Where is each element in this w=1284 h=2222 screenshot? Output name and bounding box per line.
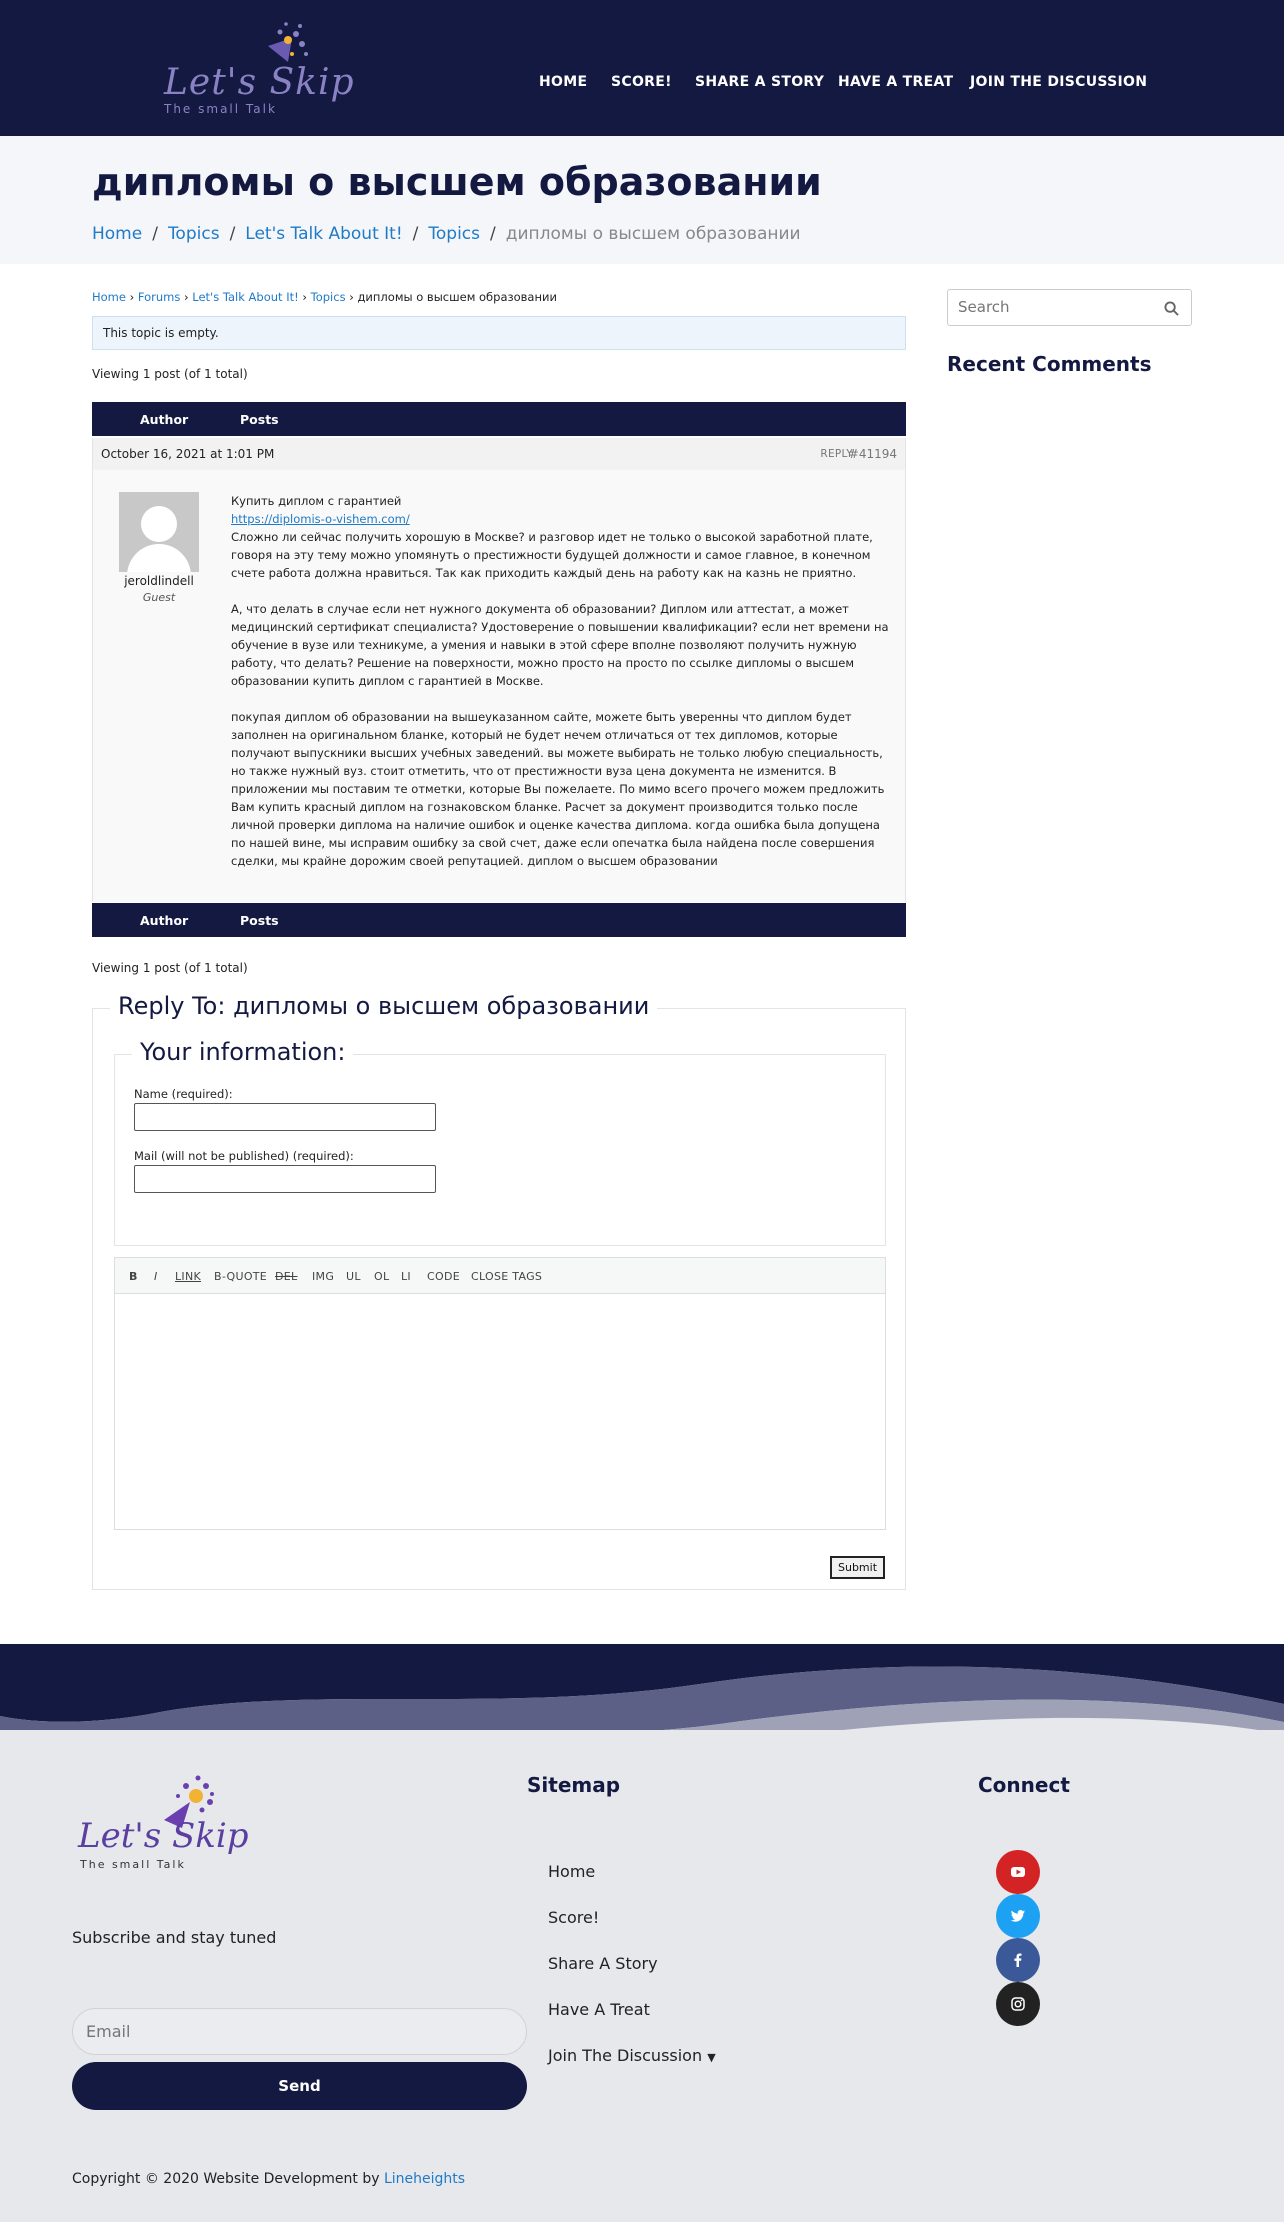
toolbar-bquote-button[interactable]: B-QUOTE [214, 1270, 268, 1283]
sitemap-heading: Sitemap [527, 1773, 621, 1797]
sitemap-home[interactable]: Home [548, 1862, 596, 1881]
topic-empty-notice: This topic is empty. [92, 316, 906, 350]
post-paragraph-1: Сложно ли сейчас получить хорошую в Москве? и разговор идет не только о высокой заработной плате, говоря на эту тему можно упомянуть о престижности будущей должности и самое главное, в конечном счете работа должна нравиться. Так как приходить каждый день на работу как на казнь не приятно. [231, 530, 873, 580]
breadcrumb-home[interactable]: Home [92, 224, 143, 244]
toolbar-del-button[interactable]: DEL [275, 1270, 298, 1283]
subscribe-text: Subscribe and stay tuned [72, 1928, 277, 1947]
name-label: Name (required): [134, 1087, 233, 1101]
post-line: Купить диплом с гарантией [231, 494, 402, 508]
name-field[interactable] [134, 1103, 436, 1131]
send-button[interactable]: Send [72, 2062, 527, 2110]
sitemap-join-the-discussion[interactable]: Join The Discussion ▼ [548, 2046, 716, 2065]
post-link[interactable]: https://diplomis-o-vishem.com/ [231, 512, 410, 526]
twitter-button[interactable] [996, 1894, 1040, 1938]
mail-label: Mail (will not be published) (required): [134, 1149, 354, 1163]
reply-form-legend: Reply To: дипломы о высшем образовании [110, 992, 657, 1020]
facebook-icon [1010, 1952, 1026, 1968]
search-box [947, 289, 1192, 326]
reply-link[interactable]: REPLY [820, 448, 853, 460]
caret-down-icon: ▼ [707, 2051, 716, 2064]
forum-breadcrumb-topics[interactable]: Topics [310, 290, 346, 304]
post-paragraph-2: А, что делать в случае если нет нужного документа об образовании? Диплом или аттестат, а может медицинский сертификат специалиста? Удостоверение о повышении квалификации? если нет времени на обучение в вузе или техникуме, а умения и навыки в этой сфере вполне позволяют получить нужную работу, что делать? Решение на поверхности, можно просто на просто по ссылке дипломы о высшем образовании купить диплом с гарантией в Москве. [231, 602, 889, 688]
search-input[interactable] [958, 298, 1158, 316]
breadcrumb-current: дипломы о высшем образовании [505, 224, 801, 244]
column-author: Author [140, 412, 189, 427]
post-body [92, 470, 906, 902]
breadcrumb-topics[interactable]: Topics [167, 224, 220, 244]
copyright: Copyright © 2020 Website Development by Lineheights [72, 2171, 466, 2187]
forum-breadcrumb-forums[interactable]: Forums [137, 290, 181, 304]
footer-logo-tagline: The small Talk [80, 1858, 186, 1871]
breadcrumb: Home / Topics / Let's Talk About It! / Topics / дипломы о высшем образовании [92, 224, 801, 244]
footer-logo-text[interactable]: Let's Skip [78, 1816, 249, 1856]
recent-comments-heading: Recent Comments [947, 352, 1152, 376]
youtube-button[interactable] [996, 1850, 1040, 1894]
forum-breadcrumb-current: дипломы о высшем образовании [357, 290, 557, 304]
instagram-icon [1010, 1996, 1026, 2012]
forum-header-bottom [92, 903, 906, 937]
forum-breadcrumb-home[interactable]: Home [92, 290, 126, 304]
viewing-count-bottom: Viewing 1 post (of 1 total) [92, 961, 248, 975]
logo-text[interactable]: Let's Skip [164, 62, 355, 103]
toolbar-li-button[interactable]: LI [401, 1270, 411, 1283]
email-field[interactable] [134, 1165, 436, 1193]
nav-score[interactable]: SCORE! [611, 74, 672, 90]
breadcrumb-lets-talk[interactable]: Let's Talk About It! [245, 224, 403, 244]
toolbar-bold-button[interactable]: B [129, 1270, 138, 1283]
nav-have-a-treat[interactable]: HAVE A TREAT [838, 74, 954, 90]
youtube-icon [1010, 1864, 1026, 1880]
forum-breadcrumb-lets-talk[interactable]: Let's Talk About It! [192, 290, 299, 304]
post-content [231, 492, 891, 888]
submit-button[interactable]: Submit [830, 1556, 885, 1579]
editor-toolbar [114, 1257, 886, 1294]
toolbar-code-button[interactable]: CODE [427, 1270, 460, 1283]
newsletter-email-input[interactable] [72, 2008, 527, 2055]
toolbar-img-button[interactable]: IMG [312, 1270, 335, 1283]
toolbar-link-button[interactable]: LINK [175, 1270, 202, 1283]
facebook-button[interactable] [996, 1938, 1040, 1982]
site-header [0, 0, 1284, 136]
connect-heading: Connect [978, 1773, 1070, 1797]
instagram-button[interactable] [996, 1982, 1040, 2026]
author-role: Guest [142, 591, 176, 604]
reply-textarea[interactable] [114, 1294, 886, 1530]
toolbar-italic-button[interactable]: I [154, 1270, 158, 1283]
post-date: October 16, 2021 at 1:01 PM [101, 447, 275, 461]
avatar[interactable] [119, 492, 199, 572]
page-title: дипломы о высшем образовании [92, 160, 822, 204]
post-meta [92, 438, 906, 470]
sitemap-have-a-treat[interactable]: Have A Treat [548, 2000, 650, 2019]
nav-home[interactable]: HOME [539, 74, 588, 90]
nav-join-the-discussion[interactable]: JOIN THE DISCUSSION [970, 74, 1148, 90]
post-permalink[interactable]: #41194 [848, 447, 897, 461]
nav-share-a-story[interactable]: SHARE A STORY [695, 74, 825, 90]
twitter-icon [1010, 1908, 1026, 1924]
post-paragraph-3: покупая диплом об образовании на вышеуказанном сайте, можете быть уверенны что диплом будет заполнен на оригинальном бланке, который не будет нечем отличаться от тех дипломов, которые получают выпускники высших учебных заведений. вы можете выбирать не только любую специальность, но также нужный вуз. стоит отметить, что от престижности вуза цена документа не изменится. В приложении мы поставим те отметки, которые Вы пожелаете. По мимо всего прочего можем предложить Вам купить красный диплом на гознаковском бланке. Расчет за документ производится только после личной проверки диплома на наличие ошибок и оценке качества диплома. когда ошибка была допущена по нашей вине, мы исправим ошибку за свой счет, даже если опечатка была найдена после совершения сделки, мы крайне дорожим своей репутацией. диплом о высшем образовании [231, 710, 885, 868]
sitemap-score[interactable]: Score! [548, 1908, 600, 1927]
logo-tagline: The small Talk [164, 102, 277, 116]
sitemap-share-a-story[interactable]: Share A Story [548, 1954, 658, 1973]
author-name[interactable]: jeroldlindell [124, 574, 194, 588]
column-author: Author [140, 913, 189, 928]
toolbar-close-tags-button[interactable]: CLOSE TAGS [471, 1270, 543, 1283]
search-icon[interactable] [1164, 301, 1179, 316]
toolbar-ol-button[interactable]: OL [374, 1270, 390, 1283]
your-information-legend: Your information: [132, 1038, 353, 1066]
forum-header-top [92, 402, 906, 436]
viewing-count-top: Viewing 1 post (of 1 total) [92, 367, 248, 381]
copyright-link[interactable]: Lineheights [383, 2171, 466, 2187]
column-posts: Posts [240, 913, 279, 928]
toolbar-ul-button[interactable]: UL [346, 1270, 361, 1283]
breadcrumb-topics-2[interactable]: Topics [428, 224, 481, 244]
column-posts: Posts [240, 412, 279, 427]
forum-breadcrumb: Home › Forums › Let's Talk About It! › Topics › дипломы о высшем образовании [92, 290, 557, 304]
